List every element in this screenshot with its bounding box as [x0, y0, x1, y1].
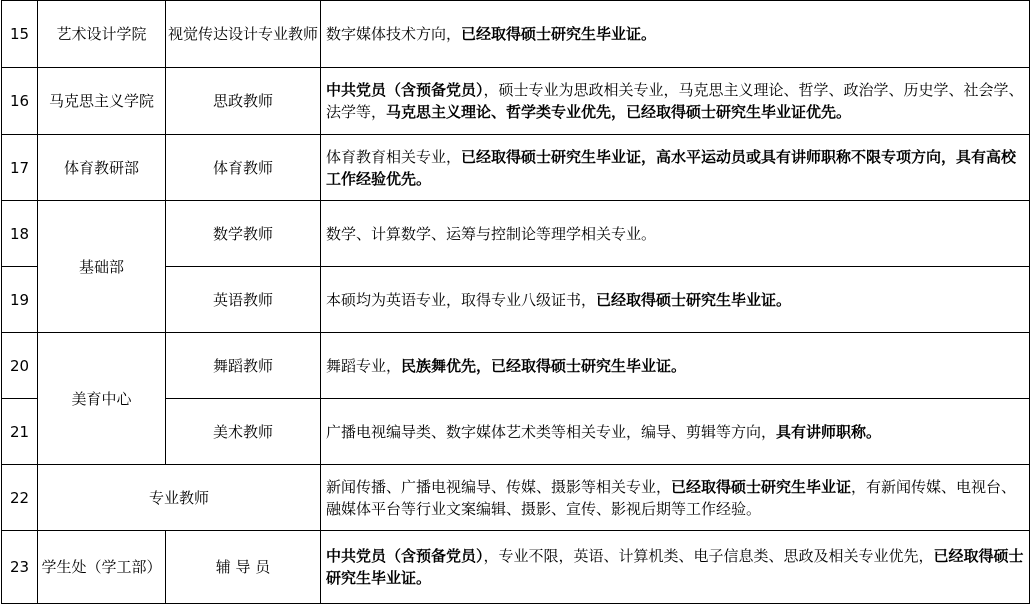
- department-cell: 艺术设计学院: [38, 1, 166, 68]
- req-text-bold: 已经取得硕士研究生毕业证。: [596, 290, 792, 309]
- req-text-bold: 中共党员（含预备党员）: [326, 547, 484, 565]
- req-text: 数学、计算数学、运筹与控制论等理学相关专业。: [326, 224, 657, 243]
- department-cell: 体育教研部: [38, 135, 166, 201]
- table-row: [2, 135, 1030, 201]
- req-text-bold: 已经取得硕士研究生毕业证。: [326, 547, 1024, 587]
- req-text: ，硕士专业为思政相关专业，马克思主义理论、哲学、政治学、历史学、社会学、法学等，: [326, 81, 1024, 121]
- position-cell: 数学教师: [166, 201, 321, 267]
- row-number: 21: [2, 399, 38, 465]
- table-row: [2, 465, 1030, 531]
- requirements-cell: [321, 267, 1030, 333]
- position-cell: 体育教师: [166, 135, 321, 201]
- position-cell: 视觉传达设计专业教师: [166, 1, 321, 68]
- requirements-cell: [321, 201, 1030, 267]
- req-text: 体育教育相关专业，: [326, 147, 462, 166]
- position-cell: 英语教师: [166, 267, 321, 333]
- req-text: ，专业不限，英语、计算机类、电子信息类、思政及相关专业优先，: [483, 547, 934, 565]
- position-cell: 美术教师: [166, 399, 321, 465]
- req-text: ，有新闻传媒、电视台、融媒体平台等行业文案编辑、摄影、宣传、影视后期等工作经验。: [326, 477, 1017, 518]
- position-cell: 辅 导 员: [166, 531, 321, 604]
- requirements-cell: [321, 333, 1030, 399]
- department-cell: 基础部: [38, 201, 166, 333]
- row-number: 22: [2, 465, 38, 531]
- table-row: [2, 201, 1030, 267]
- department-cell: 学生处（学工部）: [38, 531, 166, 604]
- department-cell: 马克思主义学院: [38, 68, 166, 135]
- department-cell: 专业教师: [38, 465, 321, 531]
- requirements-cell: [321, 465, 1030, 531]
- recruitment-table: [1, 0, 1030, 604]
- req-text: 数字媒体技术方向，: [326, 25, 462, 43]
- requirements-cell: [321, 135, 1030, 201]
- requirements-cell: [321, 399, 1030, 465]
- requirements-cell: [321, 1, 1030, 68]
- requirements-cell: [321, 531, 1030, 604]
- department-cell: 美育中心: [38, 333, 166, 465]
- req-text: 新闻传播、广播电视编导、传媒、摄影等相关专业，: [326, 477, 672, 496]
- row-number: 20: [2, 333, 38, 399]
- req-text-bold: 已经取得硕士研究生毕业证: [671, 477, 852, 496]
- table-row: [2, 531, 1030, 604]
- req-text-bold: 具有讲师职称。: [776, 422, 882, 441]
- row-number: 16: [2, 68, 38, 135]
- table-row: [2, 1, 1030, 68]
- table-row: [2, 333, 1030, 399]
- position-cell: 舞蹈教师: [166, 333, 321, 399]
- req-text-bold: 马克思主义理论、哲学类专业优先，已经取得硕士研究生毕业证优先。: [386, 103, 852, 121]
- req-text-bold: 已经取得硕士研究生毕业证，高水平运动员或具有讲师职称不限专项方向，具有高校工作经验优先。: [326, 147, 1017, 188]
- req-text: 本硕均为英语专业，取得专业八级证书，: [326, 290, 597, 309]
- req-text: 舞蹈专业，: [326, 356, 402, 375]
- row-number: 19: [2, 267, 38, 333]
- row-number: 18: [2, 201, 38, 267]
- req-text: 广播电视编导类、数字媒体艺术类等相关专业，编导、剪辑等方向，: [326, 422, 777, 441]
- position-cell: 思政教师: [166, 68, 321, 135]
- req-text-bold: 已经取得硕士研究生毕业证。: [461, 25, 657, 43]
- row-number: 15: [2, 1, 38, 68]
- row-number: 17: [2, 135, 38, 201]
- requirements-cell: [321, 68, 1030, 135]
- table-row: [2, 68, 1030, 135]
- req-text-bold: 民族舞优先，已经取得硕士研究生毕业证。: [401, 356, 687, 375]
- req-text-bold: 中共党员（含预备党员）: [326, 81, 484, 99]
- row-number: 23: [2, 531, 38, 604]
